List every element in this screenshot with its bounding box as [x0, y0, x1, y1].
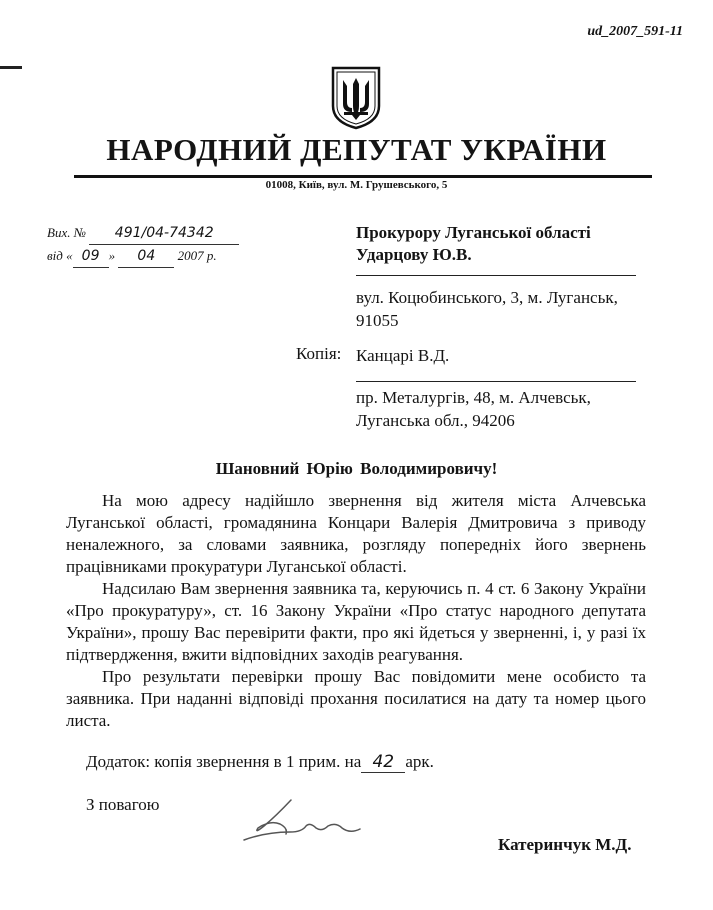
outgoing-day: 09 — [73, 245, 109, 268]
letterhead-address: 01008, Київ, вул. М. Грушевського, 5 — [265, 179, 448, 191]
body-paragraph-1: На мою адресу надійшло звернення від жителя міста Алчевська Луганської області, громадянина Концари Валерія Дмитровича з приводу неналежного, за словами заявника, розгляду попередніх його звернень працівниками прокуратури Луганської області. — [66, 491, 646, 576]
recipient-address-line1: вул. Коцюбинського, 3, м. Луганськ, — [356, 288, 618, 307]
outgoing-month: 04 — [118, 245, 174, 268]
copy-divider — [356, 381, 636, 382]
outgoing-number-label: Вих. № — [47, 225, 86, 240]
attachment-prefix: Додаток: копія звернення в 1 прим. на — [86, 752, 362, 771]
copy-recipient-name: Канцарі В.Д. — [356, 346, 450, 365]
recipient-address — [356, 286, 618, 332]
recipient-divider — [356, 275, 636, 276]
letter-body — [66, 490, 646, 732]
copy-address — [356, 386, 591, 432]
trident-emblem-icon — [330, 66, 382, 130]
outgoing-date-prefix: від « — [47, 248, 73, 263]
outgoing-year: 2007 р. — [177, 248, 217, 263]
body-paragraph-3: Про результати перевірки прошу Вас повідомити мене особисто та заявника. При наданні відповіді прохання посилатися на дату та номер цього листа. — [66, 667, 646, 730]
attachment-line — [86, 752, 434, 773]
letterhead-rule — [74, 175, 652, 178]
outgoing-reference — [47, 222, 239, 268]
attachment-suffix: арк. — [405, 752, 434, 771]
copy-label: Копія: — [296, 344, 342, 363]
recipient-title: Прокурору Луганської області — [356, 223, 591, 242]
outgoing-number: 491/04-74342 — [89, 222, 239, 245]
recipient-address-line2: 91055 — [356, 311, 399, 330]
scan-edge-mark — [0, 66, 22, 69]
closing: З повагою — [86, 795, 160, 814]
body-paragraph-2: Надсилаю Вам звернення заявника та, керуючись п. 4 ст. 6 Закону України «Про прокуратуру», ст. 16 Закону України «Про статус народного депутата України», прошу Вас перевірити факти, про які йдеться у зверненні, і, у разі їх підтвердження, вжити відповідних заходів реагування. — [66, 579, 646, 664]
document-id: ud_2007_591-11 — [587, 24, 683, 39]
copy-address-line1: пр. Металургів, 48, м. Алчевськ, — [356, 388, 591, 407]
outgoing-date-mid: » — [108, 248, 116, 263]
copy-address-line2: Луганська обл., 94206 — [356, 411, 515, 430]
letterhead-title: НАРОДНИЙ ДЕПУТАТ УКРАЇНИ — [106, 132, 607, 167]
handwritten-signature — [236, 796, 376, 846]
signer-name: Катеринчук М.Д. — [498, 835, 632, 854]
recipient-name: Ударцову Ю.В. — [356, 245, 472, 264]
recipient-block — [356, 222, 591, 266]
salutation: Шановний Юрію Володимировичу! — [215, 459, 498, 478]
attachment-sheets: 42 — [361, 752, 405, 773]
